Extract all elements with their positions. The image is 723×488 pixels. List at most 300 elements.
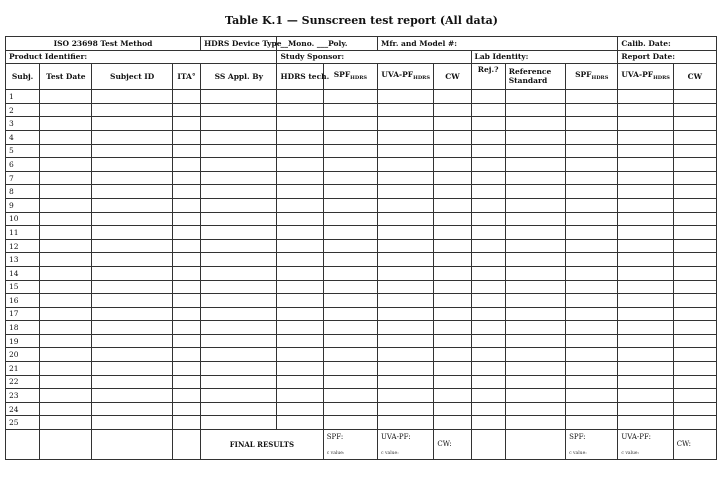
data-cell[interactable] bbox=[378, 212, 434, 226]
data-cell[interactable] bbox=[323, 307, 377, 321]
data-cell[interactable] bbox=[566, 253, 618, 267]
data-cell[interactable] bbox=[566, 280, 618, 294]
data-cell[interactable] bbox=[505, 239, 565, 253]
data-cell[interactable] bbox=[172, 226, 200, 240]
data-cell[interactable] bbox=[172, 253, 200, 267]
data-cell[interactable] bbox=[505, 171, 565, 185]
data-cell[interactable] bbox=[92, 226, 172, 240]
data-cell[interactable] bbox=[40, 171, 92, 185]
data-cell[interactable] bbox=[434, 212, 471, 226]
data-cell[interactable] bbox=[172, 185, 200, 199]
data-cell[interactable] bbox=[378, 144, 434, 158]
data-cell[interactable] bbox=[618, 294, 673, 308]
data-cell[interactable] bbox=[40, 226, 92, 240]
data-cell[interactable] bbox=[434, 294, 471, 308]
data-cell[interactable] bbox=[323, 239, 377, 253]
data-cell[interactable] bbox=[378, 389, 434, 403]
data-cell[interactable] bbox=[566, 185, 618, 199]
data-cell[interactable] bbox=[471, 348, 505, 362]
data-cell[interactable] bbox=[378, 266, 434, 280]
data-cell[interactable] bbox=[471, 334, 505, 348]
data-cell[interactable] bbox=[172, 402, 200, 416]
data-cell[interactable] bbox=[201, 212, 277, 226]
data-cell[interactable] bbox=[172, 348, 200, 362]
data-cell[interactable] bbox=[434, 389, 471, 403]
data-cell[interactable] bbox=[618, 117, 673, 131]
data-cell[interactable] bbox=[566, 266, 618, 280]
data-cell[interactable] bbox=[471, 158, 505, 172]
data-cell[interactable] bbox=[471, 307, 505, 321]
data-cell[interactable] bbox=[92, 198, 172, 212]
data-cell[interactable] bbox=[201, 239, 277, 253]
data-cell[interactable] bbox=[172, 212, 200, 226]
data-cell[interactable] bbox=[566, 130, 618, 144]
data-cell[interactable] bbox=[201, 171, 277, 185]
data-cell[interactable] bbox=[673, 402, 716, 416]
study-sponsor-field[interactable]: Study Sponsor: bbox=[277, 50, 471, 64]
data-cell[interactable] bbox=[323, 389, 377, 403]
data-cell[interactable] bbox=[172, 90, 200, 104]
final-ref-cw-cell[interactable]: CW: bbox=[673, 430, 716, 460]
data-cell[interactable] bbox=[172, 334, 200, 348]
data-cell[interactable] bbox=[566, 402, 618, 416]
data-cell[interactable] bbox=[277, 198, 323, 212]
data-cell[interactable] bbox=[566, 90, 618, 104]
data-cell[interactable] bbox=[172, 389, 200, 403]
data-cell[interactable] bbox=[673, 185, 716, 199]
data-cell[interactable] bbox=[505, 253, 565, 267]
data-cell[interactable] bbox=[505, 185, 565, 199]
data-cell[interactable] bbox=[566, 144, 618, 158]
data-cell[interactable] bbox=[378, 416, 434, 430]
data-cell[interactable] bbox=[618, 389, 673, 403]
data-cell[interactable] bbox=[673, 294, 716, 308]
data-cell[interactable] bbox=[471, 416, 505, 430]
data-cell[interactable] bbox=[277, 212, 323, 226]
final-ref-spf-cell[interactable] bbox=[566, 430, 618, 460]
data-cell[interactable] bbox=[434, 348, 471, 362]
data-cell[interactable] bbox=[566, 348, 618, 362]
data-cell[interactable] bbox=[277, 280, 323, 294]
data-cell[interactable] bbox=[92, 212, 172, 226]
data-cell[interactable] bbox=[566, 307, 618, 321]
data-cell[interactable] bbox=[434, 375, 471, 389]
data-cell[interactable] bbox=[471, 321, 505, 335]
data-cell[interactable] bbox=[40, 362, 92, 376]
data-cell[interactable] bbox=[277, 375, 323, 389]
data-cell[interactable] bbox=[673, 389, 716, 403]
data-cell[interactable] bbox=[673, 334, 716, 348]
data-cell[interactable] bbox=[92, 158, 172, 172]
data-cell[interactable] bbox=[92, 389, 172, 403]
data-cell[interactable] bbox=[201, 294, 277, 308]
data-cell[interactable] bbox=[673, 348, 716, 362]
report-date-field[interactable]: Report Date: bbox=[618, 50, 717, 64]
data-cell[interactable] bbox=[471, 239, 505, 253]
data-cell[interactable] bbox=[471, 90, 505, 104]
data-cell[interactable] bbox=[172, 362, 200, 376]
data-cell[interactable] bbox=[673, 266, 716, 280]
data-cell[interactable] bbox=[92, 253, 172, 267]
data-cell[interactable] bbox=[323, 362, 377, 376]
data-cell[interactable] bbox=[505, 226, 565, 240]
data-cell[interactable] bbox=[618, 226, 673, 240]
data-cell[interactable] bbox=[673, 90, 716, 104]
data-cell[interactable] bbox=[40, 253, 92, 267]
data-cell[interactable] bbox=[40, 348, 92, 362]
data-cell[interactable] bbox=[505, 144, 565, 158]
final-ref-uva-pf-cell[interactable] bbox=[618, 430, 673, 460]
data-cell[interactable] bbox=[40, 117, 92, 131]
data-cell[interactable] bbox=[201, 198, 277, 212]
data-cell[interactable] bbox=[618, 239, 673, 253]
data-cell[interactable] bbox=[618, 171, 673, 185]
data-cell[interactable] bbox=[277, 321, 323, 335]
data-cell[interactable] bbox=[378, 280, 434, 294]
data-cell[interactable] bbox=[434, 402, 471, 416]
data-cell[interactable] bbox=[434, 103, 471, 117]
data-cell[interactable] bbox=[92, 402, 172, 416]
data-cell[interactable] bbox=[434, 239, 471, 253]
data-cell[interactable] bbox=[323, 158, 377, 172]
data-cell[interactable] bbox=[277, 144, 323, 158]
data-cell[interactable] bbox=[673, 307, 716, 321]
data-cell[interactable] bbox=[471, 266, 505, 280]
data-cell[interactable] bbox=[92, 294, 172, 308]
data-cell[interactable] bbox=[201, 348, 277, 362]
data-cell[interactable] bbox=[618, 144, 673, 158]
data-cell[interactable] bbox=[378, 307, 434, 321]
data-cell[interactable] bbox=[505, 375, 565, 389]
data-cell[interactable] bbox=[172, 103, 200, 117]
data-cell[interactable] bbox=[434, 144, 471, 158]
data-cell[interactable] bbox=[172, 416, 200, 430]
data-cell[interactable] bbox=[323, 226, 377, 240]
data-cell[interactable] bbox=[618, 185, 673, 199]
final-cw-cell[interactable]: CW: bbox=[434, 430, 471, 460]
data-cell[interactable] bbox=[378, 362, 434, 376]
data-cell[interactable] bbox=[618, 130, 673, 144]
data-cell[interactable] bbox=[471, 198, 505, 212]
data-cell[interactable] bbox=[277, 307, 323, 321]
data-cell[interactable] bbox=[323, 334, 377, 348]
data-cell[interactable] bbox=[40, 90, 92, 104]
data-cell[interactable] bbox=[172, 117, 200, 131]
data-cell[interactable] bbox=[378, 198, 434, 212]
data-cell[interactable] bbox=[434, 307, 471, 321]
data-cell[interactable] bbox=[618, 321, 673, 335]
data-cell[interactable] bbox=[378, 226, 434, 240]
data-cell[interactable] bbox=[673, 130, 716, 144]
data-cell[interactable] bbox=[201, 307, 277, 321]
data-cell[interactable] bbox=[40, 402, 92, 416]
data-cell[interactable] bbox=[618, 198, 673, 212]
data-cell[interactable] bbox=[378, 103, 434, 117]
data-cell[interactable] bbox=[40, 212, 92, 226]
data-cell[interactable] bbox=[378, 321, 434, 335]
data-cell[interactable] bbox=[471, 375, 505, 389]
data-cell[interactable] bbox=[471, 171, 505, 185]
data-cell[interactable] bbox=[277, 266, 323, 280]
data-cell[interactable] bbox=[673, 226, 716, 240]
data-cell[interactable] bbox=[378, 185, 434, 199]
product-identifier-field[interactable]: Product Identifier: bbox=[6, 50, 277, 64]
data-cell[interactable] bbox=[277, 185, 323, 199]
data-cell[interactable] bbox=[434, 280, 471, 294]
data-cell[interactable] bbox=[92, 321, 172, 335]
data-cell[interactable] bbox=[471, 362, 505, 376]
data-cell[interactable] bbox=[92, 280, 172, 294]
data-cell[interactable] bbox=[323, 90, 377, 104]
data-cell[interactable] bbox=[618, 212, 673, 226]
data-cell[interactable] bbox=[618, 416, 673, 430]
data-cell[interactable] bbox=[471, 253, 505, 267]
data-cell[interactable] bbox=[673, 375, 716, 389]
data-cell[interactable] bbox=[172, 321, 200, 335]
data-cell[interactable] bbox=[378, 375, 434, 389]
data-cell[interactable] bbox=[505, 321, 565, 335]
data-cell[interactable] bbox=[172, 239, 200, 253]
data-cell[interactable] bbox=[40, 130, 92, 144]
data-cell[interactable] bbox=[323, 198, 377, 212]
data-cell[interactable] bbox=[673, 103, 716, 117]
data-cell[interactable] bbox=[277, 348, 323, 362]
data-cell[interactable] bbox=[92, 239, 172, 253]
data-cell[interactable] bbox=[566, 212, 618, 226]
data-cell[interactable] bbox=[505, 212, 565, 226]
data-cell[interactable] bbox=[378, 239, 434, 253]
data-cell[interactable] bbox=[566, 158, 618, 172]
data-cell[interactable] bbox=[277, 294, 323, 308]
data-cell[interactable] bbox=[505, 280, 565, 294]
data-cell[interactable] bbox=[505, 266, 565, 280]
data-cell[interactable] bbox=[201, 402, 277, 416]
data-cell[interactable] bbox=[434, 171, 471, 185]
data-cell[interactable] bbox=[618, 90, 673, 104]
data-cell[interactable] bbox=[323, 294, 377, 308]
data-cell[interactable] bbox=[40, 144, 92, 158]
data-cell[interactable] bbox=[471, 130, 505, 144]
data-cell[interactable] bbox=[40, 389, 92, 403]
data-cell[interactable] bbox=[40, 280, 92, 294]
data-cell[interactable] bbox=[378, 130, 434, 144]
data-cell[interactable] bbox=[323, 280, 377, 294]
data-cell[interactable] bbox=[277, 253, 323, 267]
data-cell[interactable] bbox=[566, 416, 618, 430]
data-cell[interactable] bbox=[201, 362, 277, 376]
data-cell[interactable] bbox=[434, 185, 471, 199]
final-spf-cell[interactable] bbox=[323, 430, 377, 460]
data-cell[interactable] bbox=[505, 334, 565, 348]
data-cell[interactable] bbox=[172, 294, 200, 308]
data-cell[interactable] bbox=[673, 253, 716, 267]
data-cell[interactable] bbox=[172, 144, 200, 158]
data-cell[interactable] bbox=[673, 321, 716, 335]
data-cell[interactable] bbox=[201, 416, 277, 430]
data-cell[interactable] bbox=[673, 212, 716, 226]
data-cell[interactable] bbox=[323, 253, 377, 267]
data-cell[interactable] bbox=[505, 307, 565, 321]
data-cell[interactable] bbox=[618, 307, 673, 321]
data-cell[interactable] bbox=[505, 416, 565, 430]
data-cell[interactable] bbox=[201, 375, 277, 389]
data-cell[interactable] bbox=[92, 171, 172, 185]
data-cell[interactable] bbox=[172, 171, 200, 185]
data-cell[interactable] bbox=[673, 280, 716, 294]
data-cell[interactable] bbox=[201, 130, 277, 144]
data-cell[interactable] bbox=[471, 185, 505, 199]
data-cell[interactable] bbox=[378, 117, 434, 131]
data-cell[interactable] bbox=[471, 117, 505, 131]
data-cell[interactable] bbox=[201, 158, 277, 172]
data-cell[interactable] bbox=[92, 348, 172, 362]
data-cell[interactable] bbox=[323, 171, 377, 185]
data-cell[interactable] bbox=[277, 416, 323, 430]
data-cell[interactable] bbox=[434, 334, 471, 348]
data-cell[interactable] bbox=[277, 103, 323, 117]
data-cell[interactable] bbox=[40, 375, 92, 389]
data-cell[interactable] bbox=[40, 321, 92, 335]
data-cell[interactable] bbox=[277, 90, 323, 104]
lab-identity-field[interactable]: Lab Identity: bbox=[471, 50, 618, 64]
data-cell[interactable] bbox=[471, 280, 505, 294]
data-cell[interactable] bbox=[378, 90, 434, 104]
data-cell[interactable] bbox=[566, 239, 618, 253]
mfr-model-field[interactable]: Mfr. and Model #: bbox=[378, 37, 618, 51]
data-cell[interactable] bbox=[277, 334, 323, 348]
data-cell[interactable] bbox=[505, 348, 565, 362]
data-cell[interactable] bbox=[471, 212, 505, 226]
data-cell[interactable] bbox=[471, 402, 505, 416]
data-cell[interactable] bbox=[505, 90, 565, 104]
data-cell[interactable] bbox=[201, 185, 277, 199]
data-cell[interactable] bbox=[566, 171, 618, 185]
data-cell[interactable] bbox=[505, 389, 565, 403]
data-cell[interactable] bbox=[201, 389, 277, 403]
data-cell[interactable] bbox=[566, 334, 618, 348]
data-cell[interactable] bbox=[323, 185, 377, 199]
data-cell[interactable] bbox=[618, 266, 673, 280]
data-cell[interactable] bbox=[277, 239, 323, 253]
data-cell[interactable] bbox=[471, 294, 505, 308]
data-cell[interactable] bbox=[566, 226, 618, 240]
calib-date-field[interactable]: Calib. Date: bbox=[618, 37, 717, 51]
data-cell[interactable] bbox=[673, 416, 716, 430]
data-cell[interactable] bbox=[92, 375, 172, 389]
data-cell[interactable] bbox=[201, 334, 277, 348]
data-cell[interactable] bbox=[323, 321, 377, 335]
data-cell[interactable] bbox=[378, 402, 434, 416]
data-cell[interactable] bbox=[323, 266, 377, 280]
data-cell[interactable] bbox=[471, 144, 505, 158]
data-cell[interactable] bbox=[673, 362, 716, 376]
mono-poly-field[interactable]: __Mono. ___Poly. bbox=[277, 37, 378, 51]
data-cell[interactable] bbox=[277, 130, 323, 144]
data-cell[interactable] bbox=[40, 307, 92, 321]
data-cell[interactable] bbox=[172, 375, 200, 389]
data-cell[interactable] bbox=[92, 90, 172, 104]
data-cell[interactable] bbox=[434, 253, 471, 267]
data-cell[interactable] bbox=[92, 416, 172, 430]
data-cell[interactable] bbox=[378, 253, 434, 267]
data-cell[interactable] bbox=[434, 416, 471, 430]
data-cell[interactable] bbox=[40, 334, 92, 348]
data-cell[interactable] bbox=[673, 158, 716, 172]
data-cell[interactable] bbox=[618, 280, 673, 294]
data-cell[interactable] bbox=[471, 389, 505, 403]
data-cell[interactable] bbox=[566, 103, 618, 117]
data-cell[interactable] bbox=[323, 144, 377, 158]
data-cell[interactable] bbox=[201, 280, 277, 294]
data-cell[interactable] bbox=[201, 117, 277, 131]
data-cell[interactable] bbox=[505, 402, 565, 416]
data-cell[interactable] bbox=[566, 294, 618, 308]
data-cell[interactable] bbox=[673, 117, 716, 131]
data-cell[interactable] bbox=[201, 144, 277, 158]
data-cell[interactable] bbox=[434, 117, 471, 131]
data-cell[interactable] bbox=[673, 198, 716, 212]
data-cell[interactable] bbox=[172, 130, 200, 144]
data-cell[interactable] bbox=[618, 362, 673, 376]
data-cell[interactable] bbox=[618, 402, 673, 416]
data-cell[interactable] bbox=[277, 171, 323, 185]
data-cell[interactable] bbox=[566, 198, 618, 212]
data-cell[interactable] bbox=[277, 226, 323, 240]
data-cell[interactable] bbox=[277, 117, 323, 131]
data-cell[interactable] bbox=[434, 226, 471, 240]
data-cell[interactable] bbox=[92, 144, 172, 158]
data-cell[interactable] bbox=[505, 117, 565, 131]
data-cell[interactable] bbox=[201, 321, 277, 335]
data-cell[interactable] bbox=[378, 158, 434, 172]
data-cell[interactable] bbox=[172, 307, 200, 321]
data-cell[interactable] bbox=[323, 130, 377, 144]
data-cell[interactable] bbox=[618, 158, 673, 172]
data-cell[interactable] bbox=[323, 416, 377, 430]
data-cell[interactable] bbox=[673, 144, 716, 158]
data-cell[interactable] bbox=[505, 294, 565, 308]
data-cell[interactable] bbox=[277, 158, 323, 172]
data-cell[interactable] bbox=[566, 389, 618, 403]
data-cell[interactable] bbox=[172, 266, 200, 280]
data-cell[interactable] bbox=[618, 348, 673, 362]
data-cell[interactable] bbox=[378, 334, 434, 348]
data-cell[interactable] bbox=[566, 362, 618, 376]
data-cell[interactable] bbox=[618, 253, 673, 267]
data-cell[interactable] bbox=[40, 185, 92, 199]
data-cell[interactable] bbox=[505, 362, 565, 376]
data-cell[interactable] bbox=[378, 171, 434, 185]
data-cell[interactable] bbox=[40, 198, 92, 212]
data-cell[interactable] bbox=[434, 130, 471, 144]
data-cell[interactable] bbox=[673, 171, 716, 185]
data-cell[interactable] bbox=[505, 158, 565, 172]
data-cell[interactable] bbox=[40, 158, 92, 172]
final-uva-pf-cell[interactable] bbox=[378, 430, 434, 460]
data-cell[interactable] bbox=[201, 266, 277, 280]
data-cell[interactable] bbox=[505, 198, 565, 212]
data-cell[interactable] bbox=[172, 280, 200, 294]
data-cell[interactable] bbox=[201, 253, 277, 267]
data-cell[interactable] bbox=[471, 103, 505, 117]
data-cell[interactable] bbox=[323, 402, 377, 416]
data-cell[interactable] bbox=[172, 198, 200, 212]
data-cell[interactable] bbox=[277, 389, 323, 403]
data-cell[interactable] bbox=[92, 266, 172, 280]
data-cell[interactable] bbox=[277, 402, 323, 416]
data-cell[interactable] bbox=[201, 103, 277, 117]
data-cell[interactable] bbox=[566, 375, 618, 389]
